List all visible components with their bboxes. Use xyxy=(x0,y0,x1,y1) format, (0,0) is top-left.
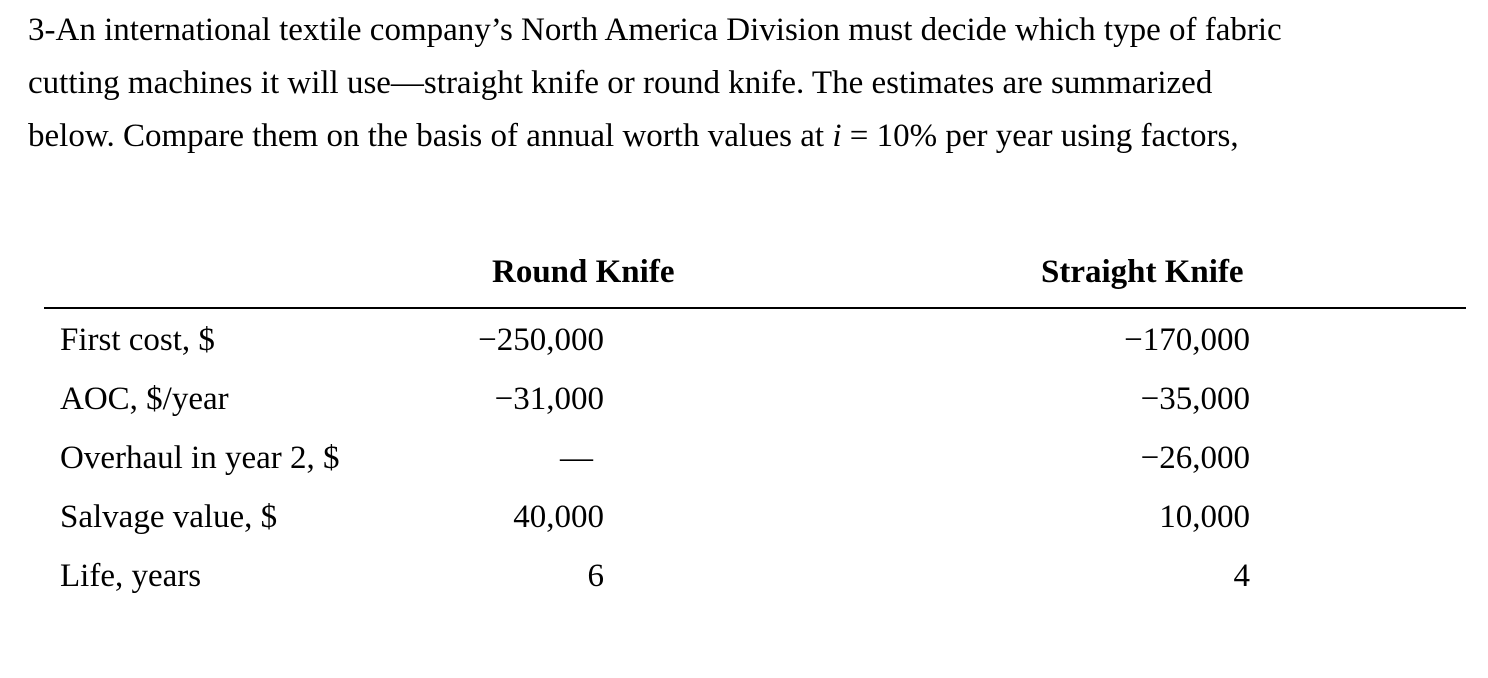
round-knife-value: — xyxy=(560,440,593,476)
problem-line-3-end: = 10% per year using factors, xyxy=(841,118,1239,154)
column-header-round-knife: Round Knife xyxy=(492,254,675,290)
table-row-salvage xyxy=(44,499,1466,543)
round-knife-value: 6 xyxy=(587,558,604,594)
column-header-straight-knife: Straight Knife xyxy=(1041,254,1244,290)
straight-knife-value: −35,000 xyxy=(1140,381,1250,417)
round-knife-value: −250,000 xyxy=(478,322,604,358)
row-label: Life, years xyxy=(60,558,202,594)
estimates-table xyxy=(44,250,1466,610)
straight-knife-value: −26,000 xyxy=(1140,440,1250,476)
table-row-first-cost xyxy=(44,322,1466,366)
header-rule xyxy=(44,307,1466,309)
straight-knife-value: 4 xyxy=(1233,558,1250,594)
round-knife-value: 40,000 xyxy=(513,499,604,535)
table-row-life xyxy=(44,558,1466,602)
round-knife-value: −31,000 xyxy=(494,381,604,417)
table-row-overhaul xyxy=(44,440,1466,484)
problem-line-1: 3-An international textile company’s North America Division must decide which type of fabric xyxy=(28,12,1282,48)
problem-line-3-start: below. Compare them on the basis of annual worth values at xyxy=(28,118,833,154)
row-label: Salvage value, $ xyxy=(60,499,278,535)
straight-knife-value: 10,000 xyxy=(1159,499,1250,535)
row-label: Overhaul in year 2, $ xyxy=(60,440,340,476)
problem-line-3 xyxy=(28,110,1468,163)
row-label: First cost, $ xyxy=(60,322,215,358)
table-row-aoc xyxy=(44,381,1466,425)
row-label: AOC, $/year xyxy=(60,381,229,417)
straight-knife-value: −170,000 xyxy=(1124,322,1250,358)
interest-rate-variable: i xyxy=(832,118,842,154)
problem-statement xyxy=(28,4,1468,163)
problem-line-2: cutting machines it will use—straight knife or round knife. The estimates are summarized xyxy=(28,65,1213,101)
